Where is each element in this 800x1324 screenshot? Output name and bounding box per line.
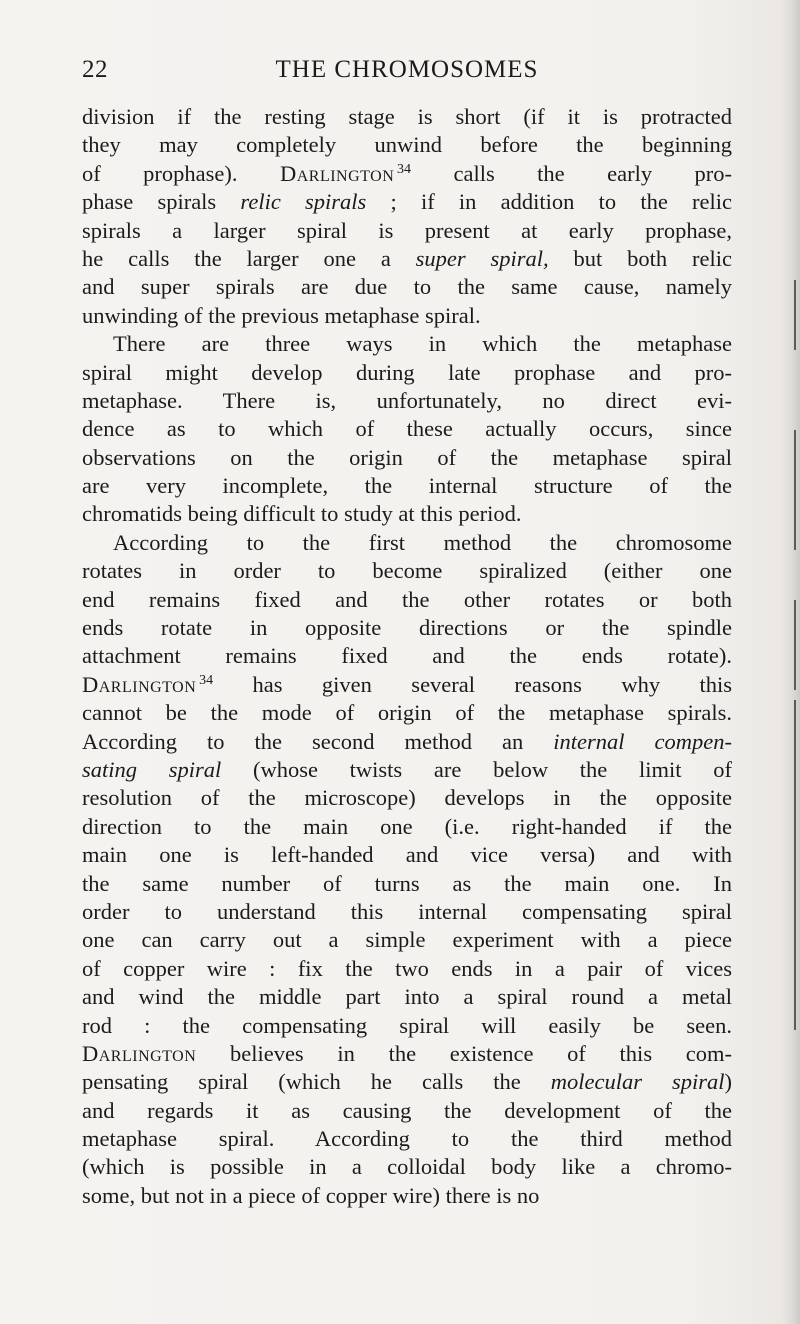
page-edge-shadow [782,0,800,1324]
text-line: direction to the main one (i.e. right-handed if the [82,813,732,839]
text-line: pensating spiral (which he calls the molecular spiral) [82,1069,733,1095]
text-line: the same number of turns as the main one. In [82,870,732,896]
text-line: cannot be the mode of origin of the metaphase spirals. [82,700,732,726]
text-line: of prophase). Darlington $^{34}$ calls the early pro- [82,160,732,186]
italic-term: internal compen- [553,728,732,754]
text-line: one can carry out a simple experiment with a piece [82,927,732,953]
text-line: (which is possible in a colloidal body like a chromo- [82,1154,732,1180]
page-edge-mark [794,700,796,1030]
text-line: According to the second method an internal compen- [82,728,732,754]
author-name: Darlington [82,1040,197,1066]
text-line: main one is left-handed and vice versa) and with [82,842,732,868]
text-line: metaphase spiral. According to the third method [82,1126,732,1152]
italic-term: super spiral, [415,245,549,271]
text-line: resolution of the microscope) develops in the opposite [82,785,732,811]
text-line: chromatids being difficult to study at this period. [82,501,522,527]
text-line: observations on the origin of the metaphase spiral [82,444,732,470]
running-title: THE CHROMOSOMES [275,56,539,83]
page-edge-mark [794,600,796,690]
text-line: ends rotate in opposite directions or the spindle [82,615,732,641]
italic-term: sating spiral [82,756,222,782]
text-line: spirals a larger spiral is present at early prophase, [82,217,732,243]
text-line: end remains fixed and the other rotates or both [82,586,732,612]
text-line: of copper wire : fix the two ends in a pair of vices [82,955,732,981]
text-line: According to the first method the chromosome [113,529,732,555]
page-number: 22 [82,56,108,83]
reference-number: 34 [196,672,214,688]
italic-term: relic spirals [240,189,367,215]
text-line: phase spirals relic spirals ; if in addition to the relic [82,189,732,215]
running-header [82,56,732,90]
reference-number: 34 [394,161,412,177]
text-line: some, but not in a piece of copper wire) there is no [82,1182,540,1208]
author-name: Darlington [82,671,197,697]
text-line: rotates in order to become spiralized (either one [82,558,732,584]
author-name: Darlington [279,160,395,186]
text-line: metaphase. There is, unfortunately, no direct evi- [82,387,732,413]
text-line: unwinding of the previous metaphase spiral. [82,302,481,328]
text-line: division if the resting stage is short (if it is protracted [82,104,732,129]
text-line: Darlington believes in the existence of this com- [82,1040,732,1066]
text-line: order to understand this internal compensating spiral [82,898,732,924]
text-line: Darlington $^{34}$ has given several reasons why this [82,671,732,697]
text-line: and wind the middle part into a spiral round a metal [82,984,732,1010]
text-line: he calls the larger one a super spiral, but both relic [82,245,733,271]
text-line: and super spirals are due to the same cause, namely [82,274,732,300]
page-edge-mark [794,430,796,550]
text-line: they may completely unwind before the beginning [82,132,732,158]
text-line: There are three ways in which the metaphase [113,331,732,357]
body-text [82,103,732,1210]
italic-term: molecular spiral [550,1069,725,1095]
text-line: sating spiral (whose twists are below the limit of [82,756,732,782]
text-line: rod : the compensating spiral will easily be seen. [82,1012,732,1038]
text-line: attachment remains fixed and the ends rotate). [82,643,732,669]
text-line: and regards it as causing the development of the [82,1097,732,1123]
text-line: dence as to which of these actually occurs, since [82,416,732,442]
text-line: are very incomplete, the internal structure of the [82,473,732,499]
text-line: spiral might develop during late prophase and pro- [82,359,732,385]
page-edge-mark [794,280,796,350]
